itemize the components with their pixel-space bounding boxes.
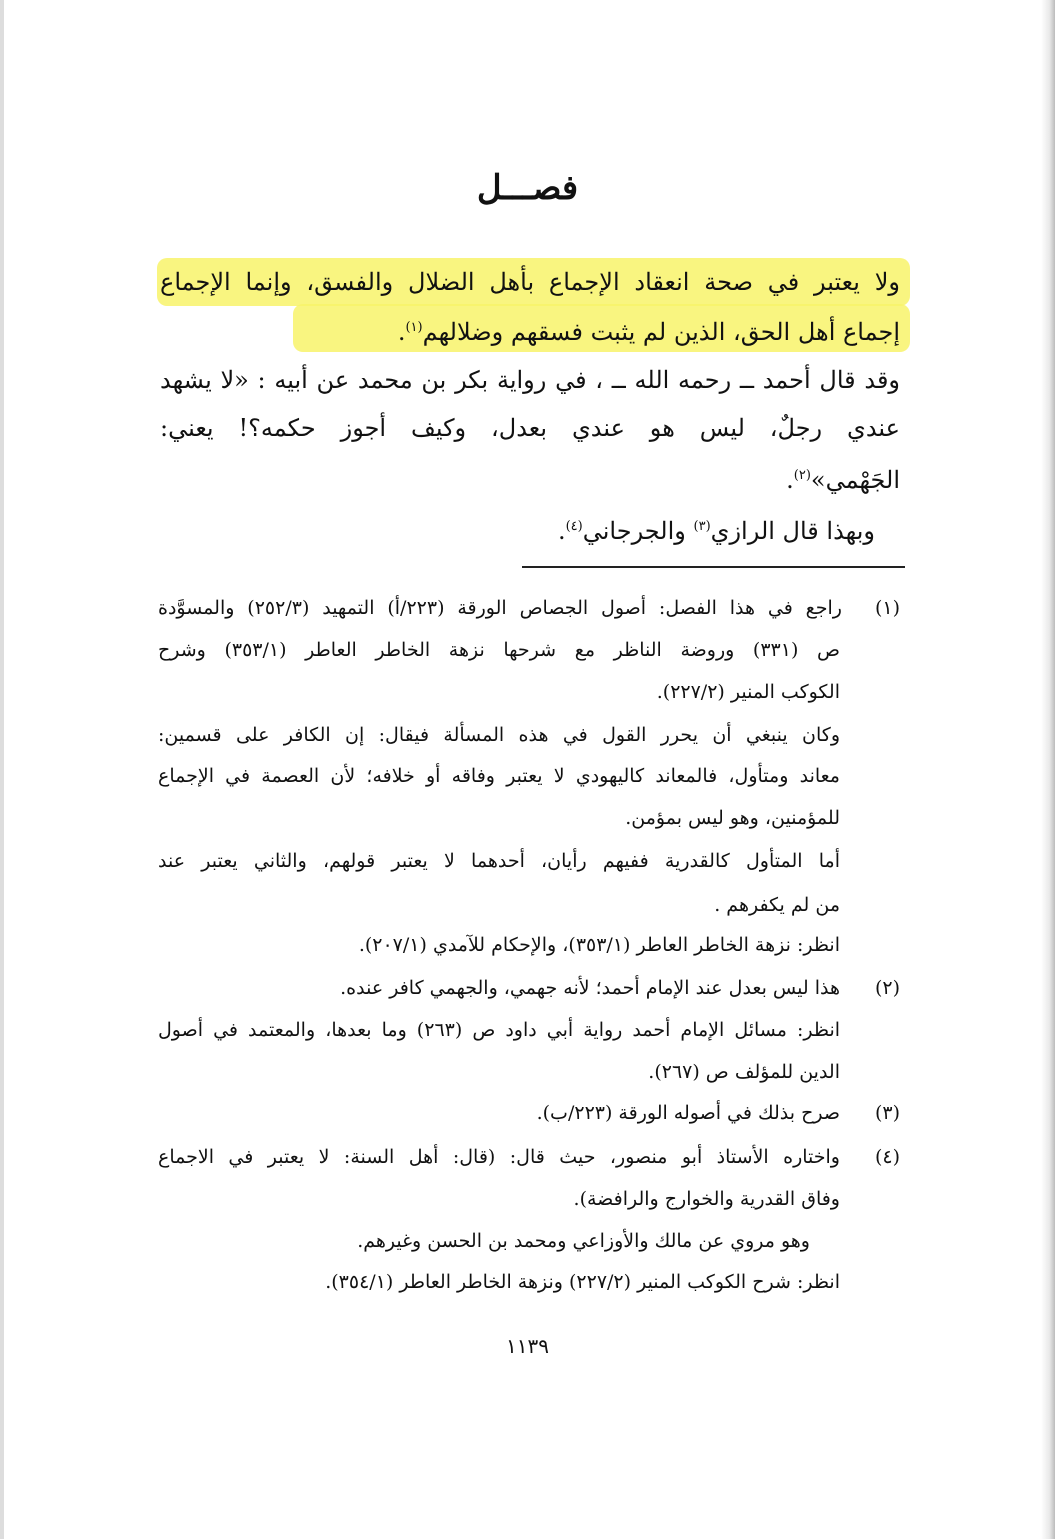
footnote-line: انظر: مسائل الإمام أحمد رواية أبي داود ص (٢٦٣) وما بعدها، والمعتمد في أصول: [158, 1019, 841, 1041]
main-line-6-text-b: والجرجاني: [582, 517, 686, 545]
footnote-line: الكوكب المنير (٢٢٧/٢).: [656, 681, 840, 703]
footnote-line: واختاره الأستاذ أبو منصور، حيث قال: (قال: أهل السنة: لا يعتبر في الاجماع: [158, 1146, 840, 1168]
main-line-2-text: إجماع أهل الحق، الذين لم يثبت فسقهم وضلالهم: [422, 318, 900, 346]
footnote-line: معاند ومتأول، فالمعاند كاليهودي لا يعتبر وفاقه أو خلافه؛ لأن العصمة في الإجماع: [158, 765, 840, 787]
footnote-line: هذا ليس بعدل عند الإمام أحمد؛ لأنه جهمي، والجهمي كافر عنده.: [340, 977, 840, 999]
footnote-line: راجع في هذا الفصل: أصول الجصاص الورقة (٢٢٣/أ) التمهيد (٢٥٢/٣) والمسوَّدة: [158, 597, 842, 619]
footnote-line: ص (٣٣١) وروضة الناظر مع شرحها نزهة الخاطر العاطر (٣٥٣/١) وشرح: [158, 639, 840, 661]
footnote-line: للمؤمنين، وهو ليس بمؤمن.: [625, 807, 840, 829]
footnote-number-3: (٣): [874, 1102, 900, 1124]
footnote-ref-2: (٢): [793, 468, 811, 483]
main-line-4: عندي رجلٌ، ليس هو عندي بعدل، وكيف أجوز حكمه؟! يعني:: [160, 414, 900, 442]
page-edge-shadow: [1041, 0, 1055, 1539]
footnote-ref-3: (٣): [693, 519, 711, 534]
page-number: ١١٣٩: [506, 1334, 549, 1358]
footnote-line: وهو مروي عن مالك والأوزاعي ومحمد بن الحسن وغيرهم.: [357, 1230, 810, 1252]
section-title: فصـــل: [476, 168, 579, 208]
main-line-5: الجَهْمي»$^{(٢)}$.: [786, 466, 900, 494]
footnote-number-4: (٤): [874, 1146, 900, 1168]
page-edge-left: [0, 0, 4, 1539]
main-line-1: ولا يعتبر في صحة انعقاد الإجماع بأهل الضلال والفسق، وإنما الإجماع: [160, 268, 900, 296]
main-line-3: وقد قال أحمد ــ رحمه الله ــ ، في رواية بكر بن محمد عن أبيه : «لا يشهد: [160, 366, 901, 394]
main-line-6: وبهذا قال الرازي$^{(٣)}$ والجرجاني$^{(٤)}$.: [557, 517, 875, 545]
footnote-line: وفاق القدرية والخوارج والرافضة).: [573, 1188, 840, 1210]
footnote-line: أما المتأول كالقدرية ففيهم رأيان، أحدهما لا يعتبر قولهم، والثاني يعتبر عند: [158, 850, 840, 872]
footnote-number-2: (٢): [874, 977, 900, 999]
main-line-5-text: الجَهْمي»: [810, 466, 900, 494]
footnote-number-1: (١): [874, 597, 900, 619]
footnote-separator: [522, 566, 905, 568]
footnote-line: انظر: شرح الكوكب المنير (٢٢٧/٢) ونزهة الخاطر العاطر (٣٥٤/١).: [325, 1271, 840, 1293]
footnote-line: من لم يكفرهم .: [714, 894, 840, 916]
footnote-line: صرح بذلك في أصوله الورقة (٢٢٣/ب).: [536, 1102, 840, 1124]
footnote-ref-4: (٤): [565, 519, 583, 534]
main-line-6-text: وبهذا قال الرازي: [710, 517, 875, 545]
footnote-line: الدين للمؤلف ص (٢٦٧).: [648, 1061, 840, 1083]
footnote-line: انظر: نزهة الخاطر العاطر (٣٥٣/١)، والإحكام للآمدي (٢٠٧/١).: [358, 934, 840, 956]
footnote-ref-1: (١): [405, 320, 423, 335]
main-line-2: إجماع أهل الحق، الذين لم يثبت فسقهم وضلالهم$^{(١)}$.: [397, 318, 900, 346]
footnote-line: وكان ينبغي أن يحرر القول في هذه المسألة فيقال: إن الكافر على قسمين:: [158, 724, 840, 746]
